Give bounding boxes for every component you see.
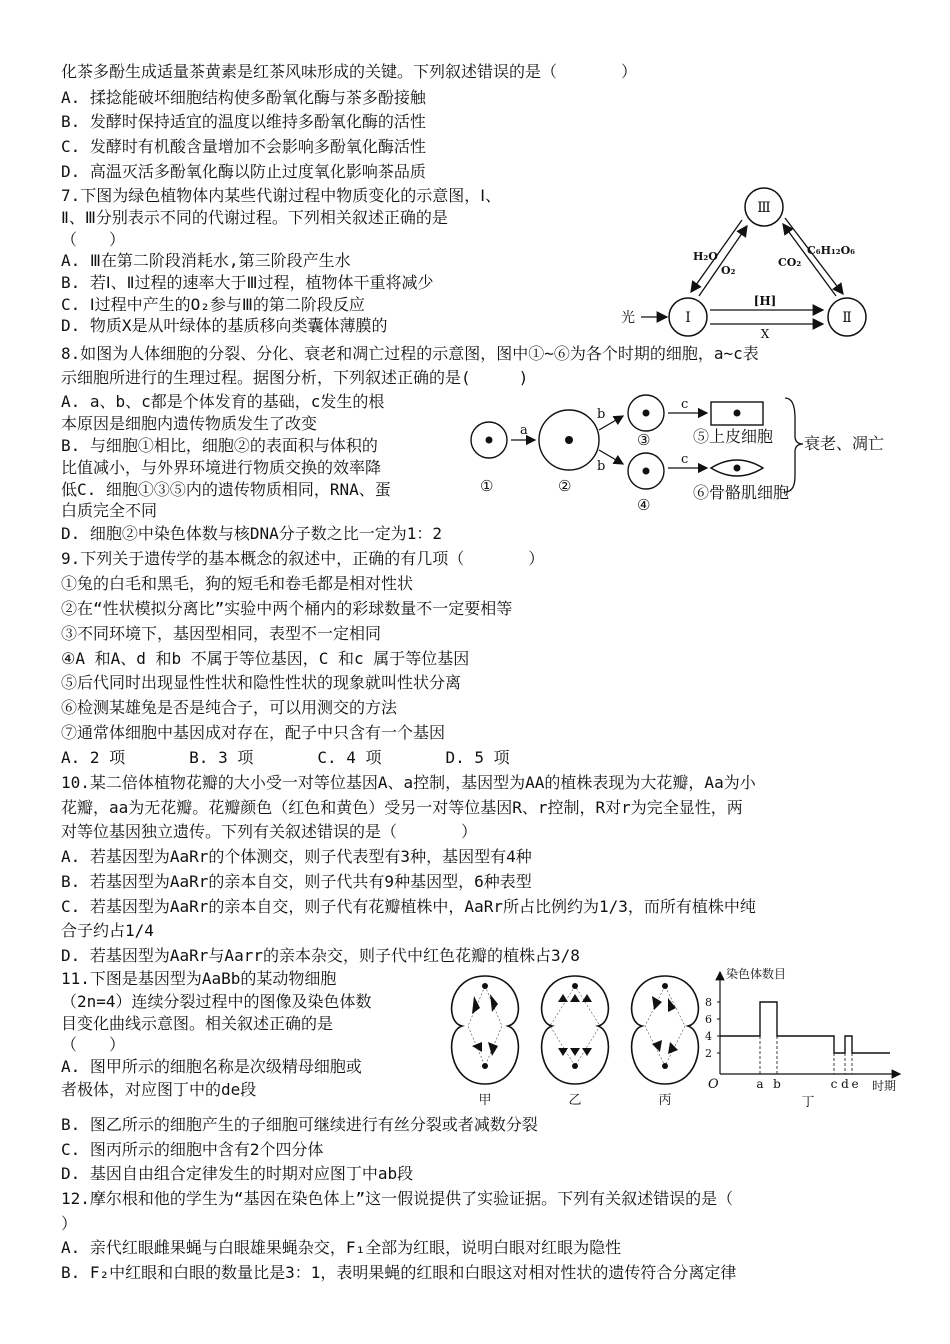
q7-metabolism-diagram	[615, 180, 915, 340]
q9-item-5: ⑤后代同时出现显性性状和隐性性状的现象就叫性状分离	[61, 673, 462, 692]
q11-option-c: C. 图丙所示的细胞中含有2个四分体	[61, 1140, 324, 1159]
q7-option-c: C. Ⅰ过程中产生的O₂参与Ⅲ的第二阶段反应	[61, 295, 365, 314]
q11-chart-tick-6: 6	[705, 1013, 712, 1026]
q9-item-1: ①兔的白毛和黑毛，狗的短毛和卷毛都是相对性状	[61, 574, 414, 593]
q10-option-d: D. 若基因型为AaRr与Aarr的亲本杂交，则子代中红色花瓣的植株占3/8	[61, 946, 580, 965]
q10-option-c-2: 合子约占1/4	[61, 921, 154, 940]
q8-option-b-3: 低C. 细胞①③⑤内的遗传物质相同，RNA、蛋	[61, 480, 391, 499]
q7-o2-label: O₂	[721, 264, 736, 277]
q6-option-b: B. 发酵时保持适宜的温度以维持多酚氧化酶的活性	[61, 112, 426, 131]
q8-label-1: ①	[480, 477, 494, 495]
q8-aging-label: 衰老、凋亡	[804, 434, 885, 453]
q11-chart-point-b: b	[773, 1077, 781, 1091]
q10-stem-1: 10.某二倍体植物花瓣的大小受一对等位基因A、a控制，基因型为AA的植株表现为大花瓣，Aa为小	[61, 773, 756, 792]
q7-glucose-label: C₆H₁₂O₆	[807, 244, 856, 257]
q11-chart-tick-8: 8	[705, 996, 712, 1009]
q6-option-c: C. 发酵时有机酸含量增加不会影响多酚氧化酶活性	[61, 137, 426, 156]
q11-cell-figures	[440, 966, 710, 1108]
q12-stem-2: ）	[61, 1214, 78, 1233]
q7-node-iii-label: Ⅲ	[757, 200, 771, 216]
q11-chart-tick-2: 2	[705, 1047, 712, 1060]
q10-option-c-1: C. 若基因型为AaRr的亲本自交，则子代有花瓣植株中，AaRr所占比例约为1/3，而所有植株中纯	[61, 897, 756, 916]
q8-label-2: ②	[558, 477, 572, 495]
q11-chart-point-d: d	[841, 1077, 849, 1091]
q7-light-label: 光	[621, 310, 635, 326]
q12-option-b: B. F₂中红眼和白眼的数量比是3：1，表明果蝇的红眼和白眼这对相对性状的遗传符合分离定律	[61, 1263, 737, 1282]
q8-cell-5-label: ⑤上皮细胞	[693, 427, 774, 446]
q8-option-a-2: 本原因是细胞内遗传物质发生了改变	[61, 414, 318, 433]
q8-process-c-up: c	[681, 397, 689, 412]
q11-chart-tick-4: 4	[705, 1030, 712, 1043]
q9-options: A. 2 项 B. 3 项 C. 4 项 D. 5 项	[61, 748, 510, 767]
q11-option-b: B. 图乙所示的细胞产生的子细胞可继续进行有丝分裂或者减数分裂	[61, 1115, 538, 1134]
q11-label-bing: 丙	[658, 1093, 672, 1108]
q10-option-a: A. 若基因型为AaRr的个体测交，则子代表型有3种，基因型有4种	[61, 847, 532, 866]
q9-item-3: ③不同环境下，基因型相同，表型不一定相同	[61, 624, 382, 643]
q8-cell-diagram	[465, 388, 905, 518]
q6-option-a: A. 揉捻能破坏细胞结构使多酚氧化酶与茶多酚接触	[61, 88, 426, 107]
q7-stem-2: Ⅱ、Ⅲ分别表示不同的代谢过程。下列相关叙述正确的是	[61, 208, 448, 227]
q11-chart-line	[720, 1002, 890, 1053]
q10-option-b: B. 若基因型为AaRr的亲本自交，则子代共有9种基因型，6种表型	[61, 872, 532, 891]
q11-stem-2: （2n=4）连续分裂过程中的图像及染色体数	[61, 992, 372, 1011]
q11-chromosome-chart	[700, 966, 910, 1112]
q7-node-i-label: Ⅰ	[685, 310, 691, 326]
q11-chart-point-e: e	[851, 1077, 859, 1091]
q8-option-a-1: A. a、b、c都是个体发育的基础，c发生的根	[61, 392, 385, 411]
q7-co2-label: CO₂	[778, 256, 802, 269]
q7-node-ii-label: Ⅱ	[842, 310, 852, 326]
q8-option-b-4: 白质完全不同	[61, 501, 158, 520]
q6-option-d: D. 高温灭活多酚氧化酶以防止过度氧化影响茶品质	[61, 162, 426, 181]
q7-option-a: A. Ⅲ在第二阶段消耗水,第三阶段产生水	[61, 251, 351, 270]
q12-option-a: A. 亲代红眼雌果蝇与白眼雄果蝇杂交，F₁全部为红眼，说明白眼对红眼为隐性	[61, 1238, 622, 1257]
q8-process-b-up: b	[597, 407, 606, 422]
q9-item-2: ②在“性状模拟分离比”实验中两个桶内的彩球数量不一定要相等	[61, 599, 513, 618]
q11-option-a-1: A. 图甲所示的细胞名称是次级精母细胞或	[61, 1057, 362, 1076]
q10-stem-3: 对等位基因独立遗传。下列有关叙述错误的是（ ）	[61, 822, 478, 841]
q9-stem: 9.下列关于遗传学的基本概念的叙述中，正确的有几项（ ）	[61, 549, 545, 568]
q7-h-label: [H]	[753, 294, 777, 308]
q8-cell-6-label: ⑥骨骼肌细胞	[693, 483, 790, 502]
q7-option-d: D. 物质X是从叶绿体的基质移向类囊体薄膜的	[61, 316, 388, 335]
q8-option-b-2: 比值减小，与外界环境进行物质交换的效率降	[61, 458, 382, 477]
q11-option-d: D. 基因自由组合定律发生的时期对应图丁中ab段	[61, 1164, 414, 1183]
q11-stem-3: 目变化曲线示意图。相关叙述正确的是	[61, 1014, 334, 1033]
q11-chart-ylabel: 染色体数目	[726, 967, 787, 981]
q7-paren: （ ）	[61, 230, 126, 249]
q9-item-4: ④A 和A、d 和b 不属于等位基因，C 和c 属于等位基因	[61, 649, 470, 668]
q8-label-4: ④	[637, 496, 651, 514]
q9-item-6: ⑥检测某雄兔是否是纯合子，可以用测交的方法	[61, 698, 398, 717]
q8-process-b-down: b	[597, 459, 606, 474]
q11-label-jia: 甲	[478, 1093, 492, 1108]
q8-label-3: ③	[637, 431, 651, 449]
q10-stem-2: 花瓣，aa为无花瓣。花瓣颜色（红色和黄色）受另一对等位基因R、r控制，R对r为完全显性，两	[61, 798, 743, 817]
q11-label-ding: 丁	[801, 1095, 815, 1110]
q7-h2o-label: H₂O	[693, 250, 718, 263]
q11-chart-origin: O	[708, 1077, 719, 1092]
q9-item-7: ⑦通常体细胞中基因成对存在，配子中只含有一个基因	[61, 723, 446, 742]
q7-option-b: B. 若Ⅰ、Ⅱ过程的速率大于Ⅲ过程，植物体干重将减少	[61, 273, 434, 292]
q12-stem-1: 12.摩尔根和他的学生为“基因在染色体上”这一假说提供了实验证据。下列有关叙述错误的是（	[61, 1189, 734, 1208]
q8-process-a: a	[520, 423, 528, 438]
q11-chart-xlabel: 时期	[872, 1079, 897, 1093]
q11-paren: （ ）	[61, 1035, 126, 1054]
q11-chart-point-c: c	[830, 1077, 838, 1091]
q6-stem: 化茶多酚生成适量茶黄素是红茶风味形成的关键。下列叙述错误的是（ ）	[61, 62, 638, 81]
q7-x-label: X	[760, 327, 770, 341]
q11-cell-jia	[452, 976, 519, 1084]
q11-label-yi: 乙	[568, 1093, 582, 1108]
q8-stem-1: 8.如图为人体细胞的分裂、分化、衰老和凋亡过程的示意图，图中①~⑥为各个时期的细胞，a~c表	[61, 344, 759, 363]
q8-process-c-down: c	[681, 452, 689, 467]
q8-option-d: D. 细胞②中染色体数与核DNA分子数之比一定为1：2	[61, 524, 443, 543]
q11-chart-point-a: a	[756, 1077, 764, 1091]
q11-option-a-2: 者极体，对应图丁中的de段	[61, 1080, 257, 1099]
q11-stem-1: 11.下图是基因型为AaBb的某动物细胞	[61, 969, 337, 988]
q7-stem-1: 7.下图为绿色植物体内某些代谢过程中物质变化的示意图，Ⅰ、	[61, 186, 501, 205]
q8-option-b-1: B. 与细胞①相比，细胞②的表面积与体积的	[61, 436, 378, 455]
q8-stem-2: 示细胞所进行的生理过程。据图分析，下列叙述正确的是( )	[61, 368, 529, 387]
q11-cell-yi	[542, 976, 609, 1084]
q11-cell-bing	[632, 976, 699, 1084]
